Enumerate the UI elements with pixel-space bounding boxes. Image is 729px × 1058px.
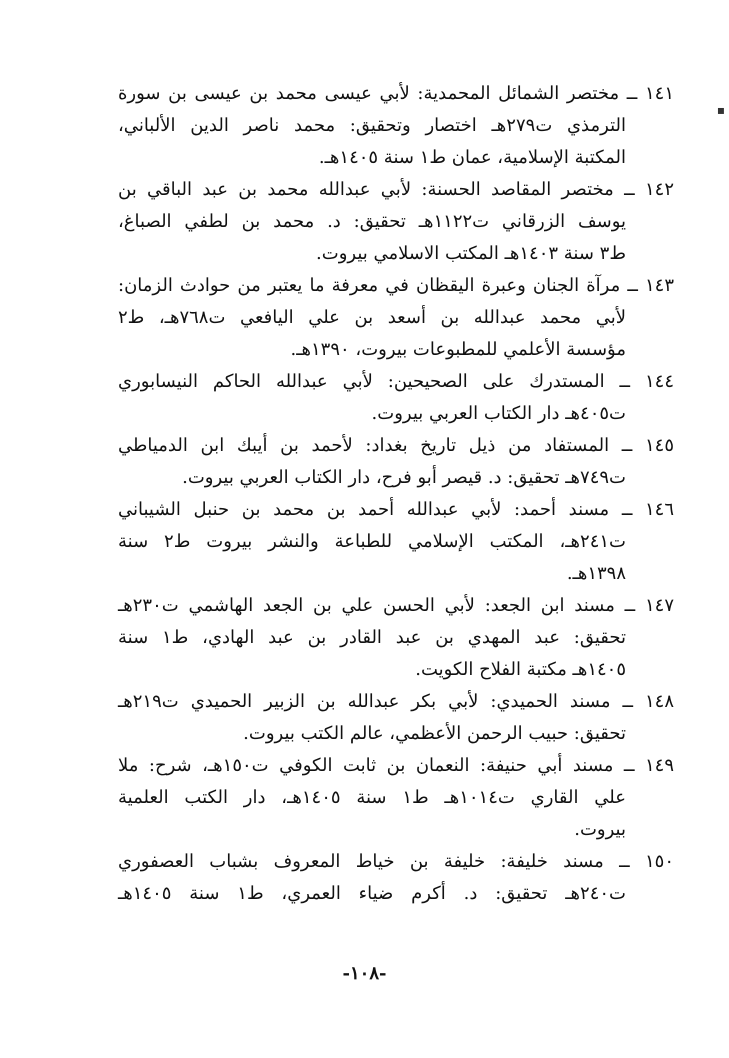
entry-line: ١٤٤ ــ المستدرك على الصحيحين: لأبي عبدالله الحاكم النيسابوري <box>118 371 674 392</box>
bibliography-entry-149 <box>118 750 674 846</box>
bibliography-entry-146 <box>118 494 674 590</box>
entry-line: ١٤١ ــ مختصر الشمائل المحمدية: لأبي عيسى محمد بن عيسى بن سورة <box>118 83 674 104</box>
bibliography-entry-148 <box>118 686 674 750</box>
bibliography-entry-143 <box>118 270 674 366</box>
entry-line: ت٧٤٩هـ تحقيق: د. قيصر أبو فرح، دار الكتاب العربي بيروت. <box>182 467 626 488</box>
entry-line: ١٥٠ ــ مسند خليفة: خليفة بن خياط المعروف بشباب العصفوري <box>118 851 674 872</box>
bibliography-entry-147 <box>118 590 674 686</box>
entry-line: ١٤٥ ــ المستفاد من ذيل تاريخ بغداد: لأحمد بن أيبك ابن الدمياطي <box>118 435 674 456</box>
entry-line: ت٢٤١هـ، المكتب الإسلامي للطباعة والنشر بيروت ط٢ سنة <box>118 531 626 552</box>
entry-line: ت٤٠٥هـ دار الكتاب العربي بيروت. <box>371 403 626 424</box>
entry-line: ١٤٢ ــ مختصر المقاصد الحسنة: لأبي عبدالله محمد بن عبد الباقي بن <box>118 179 674 200</box>
bibliography-entry-142 <box>118 174 674 270</box>
entry-line: الترمذي ت٢٧٩هـ اختصار وتحقيق: محمد ناصر الدين الألباني، <box>118 115 626 136</box>
bibliography-entry-150 <box>118 846 674 910</box>
entry-line: ١٤٦ ــ مسند أحمد: لأبي عبدالله أحمد بن محمد بن حنبل الشيباني <box>118 499 674 520</box>
entry-line: يوسف الزرقاني ت١١٢٢هـ تحقيق: د. محمد بن لطفي الصباغ، <box>118 211 626 232</box>
bibliography-list <box>118 78 674 910</box>
entry-line: ت٢٤٠هـ تحقيق: د. أكرم ضياء العمري، ط١ سنة ١٤٠٥هـ <box>118 883 626 904</box>
entry-line: ١٣٩٨هـ. <box>566 563 626 584</box>
bibliography-entry-141 <box>118 78 674 174</box>
entry-line: المكتبة الإسلامية، عمان ط١ سنة ١٤٠٥هـ. <box>318 147 626 168</box>
entry-line: لأبي محمد عبدالله بن أسعد بن علي اليافعي ت٧٦٨هـ، ط٢ <box>118 307 626 328</box>
entry-line: تحقيق: حبيب الرحمن الأعظمي، عالم الكتب بيروت. <box>243 723 626 744</box>
scan-edge-mark: ▪ <box>716 103 725 117</box>
entry-line: علي القاري ت١٠١٤هـ ط١ سنة ١٤٠٥هـ، دار الكتب العلمية <box>118 787 626 808</box>
bibliography-entry-144 <box>118 366 674 430</box>
entry-line: تحقيق: عبد المهدي بن عبد القادر بن عبد الهادي، ط١ سنة <box>118 627 626 648</box>
entry-line: ١٤٠٥هـ مكتبة الفلاح الكويت. <box>415 659 626 680</box>
entry-line: ١٤٣ ــ مرآة الجنان وعبرة اليقظان في معرفة ما يعتبر من حوادث الزمان: <box>118 275 674 296</box>
entry-line: مؤسسة الأعلمي للمطبوعات بيروت، ١٣٩٠هـ. <box>290 339 626 360</box>
bibliography-entry-145 <box>118 430 674 494</box>
entry-line: ط٣ سنة ١٤٠٣هـ المكتب الاسلامي بيروت. <box>316 243 626 264</box>
entry-line: ١٤٩ ــ مسند أبي حنيفة: النعمان بن ثابت الكوفي ت١٥٠هـ، شرح: ملا <box>118 755 674 776</box>
entry-line: ١٤٧ ــ مسند ابن الجعد: لأبي الحسن علي بن الجعد الهاشمي ت٢٣٠هـ <box>118 595 674 616</box>
entry-line: ١٤٨ ــ مسند الحميدي: لأبي بكر عبدالله بن الزبير الحميدي ت٢١٩هـ <box>118 691 674 712</box>
page-number: -١٠٨- <box>342 963 387 984</box>
entry-line: بيروت. <box>574 819 626 840</box>
